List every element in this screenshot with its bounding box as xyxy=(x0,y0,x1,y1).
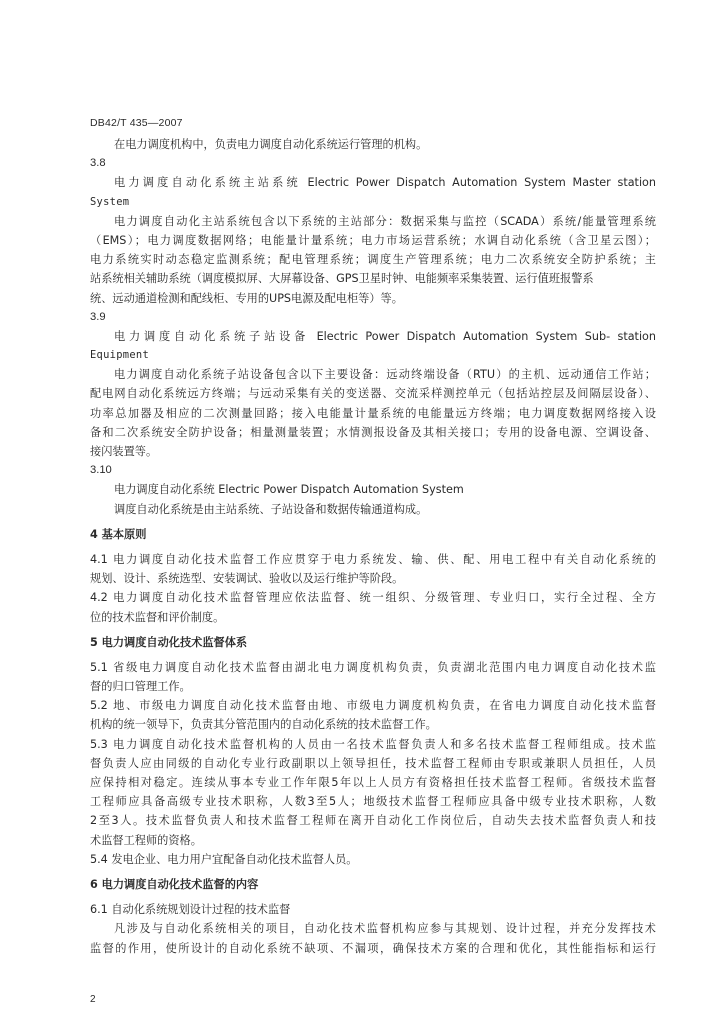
section-heading: 6 电力调度自动化技术监督的内容 xyxy=(90,877,259,891)
text-line: 5.4 发电企业、电力用户宜配备自动化技术监督人员。 xyxy=(90,852,358,866)
text-line: 5.1 省级电力调度自动化技术监督由湖北电力调度机构负责，负责湖北范围内电力调度自动化技术监 xyxy=(90,660,656,674)
text-line: System xyxy=(90,195,130,208)
text-line: 5.2 地、市级电力调度自动化技术监督由地、市级电力调度机构负责，在省电力调度自动化技术监督 xyxy=(90,699,656,713)
text-line: 调度自动化系统是由主站系统、子站设备和数据传输通道构成。 xyxy=(114,502,428,516)
text-line: 督负责人应由同级的自动化专业行政副职以上领导担任，技术监督工程师由专职或兼职人员担任，人员 xyxy=(90,756,656,770)
text-line: 规划、设计、系统选型、安装调试、验收以及运行维护等阶段。 xyxy=(90,572,404,586)
text-line: 配电网自动化系统远方终端；与远动采集有关的变送器、交流采样测控单元（包括站控层及间隔层设备）、 xyxy=(90,387,656,401)
text-line: 术监督工程师的资格。 xyxy=(90,833,202,847)
text-line: 电力调度自动化系统主站系统 Electric Power Dispatch Automation System Master station xyxy=(114,176,656,190)
text-line: 监督的作用，使所设计的自动化系统不缺项、不漏项，确保技术方案的合理和优化，其性能指标和运行 xyxy=(90,941,656,955)
text-line: 接闪装置等。 xyxy=(90,445,158,458)
clause-number: 3.9 xyxy=(90,310,106,323)
document-body xyxy=(90,135,656,958)
text-line: 凡涉及与自动化系统相关的项目，自动化技术监督机构应参与其规划、设计过程，并充分发挥技术 xyxy=(114,922,656,936)
text-line: 在电力调度机构中，负责电力调度自动化系统运行管理的机构。 xyxy=(114,138,428,151)
text-line: Equipment xyxy=(90,349,150,362)
text-line: 电力系统实时动态稳定监测系统；配电管理系统；调度生产管理系统；电力二次系统安全防护系统；主 xyxy=(90,253,656,267)
page-number: 2 xyxy=(90,994,96,1005)
section-heading: 4 基本原则 xyxy=(90,527,147,541)
text-line: 备和二次系统安全防护设备；相量测量装置；水情测报设备及其相关接口；专用的设备电源、空调设备、 xyxy=(90,425,656,439)
text-line: 5.3 电力调度自动化技术监督机构的人员由一名技术监督负责人和多名技术监督工程师组成。技术监 xyxy=(90,737,656,751)
text-line: 站系统相关辅助系统（调度模拟屏、大屏幕设备、GPS卫星时钟、电能频率采集装置、运行值班报警系 xyxy=(90,272,594,286)
text-line: 应保持相对稳定。连续从事本专业工作年限5年以上人员方有资格担任技术监督工程师。省级技术监督 xyxy=(90,776,656,789)
text-line: 督的归口管理工作。 xyxy=(90,680,191,694)
section-heading: 5 电力调度自动化技术监督体系 xyxy=(90,635,248,649)
text-line: 4.1 电力调度自动化技术监督工作应贯穿于电力系统发、输、供、配、用电工程中有关自动化系统的 xyxy=(90,552,656,566)
text-line: 6.1 自动化系统规划设计过程的技术监督 xyxy=(90,903,291,917)
text-line: 功率总加器及相应的二次测量回路；接入电能量计量系统的电能量远方终端；电力调度数据网络接入设 xyxy=(90,406,656,420)
clause-number: 3.8 xyxy=(90,157,106,170)
text-line: 工程师应具备高级专业技术职称，人数3至5人；地级技术监督工程师应具备中级专业技术职称，人数 xyxy=(90,795,656,809)
text-line: 电力调度自动化系统 Electric Power Dispatch Automation System xyxy=(114,483,464,497)
text-line: 电力调度自动化主站系统包含以下系统的主站部分：数据采集与监控（SCADA）系统/能量管理系统 xyxy=(114,214,656,228)
text-line: 电力调度自动化系统子站设备 Electric Power Dispatch Automation System Sub- station xyxy=(114,329,656,343)
text-line: 电力调度自动化系统子站设备包含以下主要设备：远动终端设备（RTU）的主机、远动通信工作站； xyxy=(114,368,656,382)
text-line: （EMS）；电力调度数据网络；电能量计量系统；电力市场运营系统；水调自动化系统（含卫星云图）； xyxy=(90,233,656,247)
text-line: 机构的统一领导下，负责其分管范围内的自动化系统的技术监督工作。 xyxy=(90,718,437,732)
text-line: 统、远动通道检测和配线柜、专用的UPS电源及配电柜等）等。 xyxy=(90,291,403,305)
document-header: DB42/T 435—2007 xyxy=(90,117,183,129)
text-line: 2至3人。技术监督负责人和技术监督工程师在离开自动化工作岗位后，自动失去技术监督负责人和技 xyxy=(90,814,656,828)
text-line: 4.2 电力调度自动化技术监督管理应依法监督、统一组织、分级管理、专业归口，实行全过程、全方 xyxy=(90,591,656,605)
text-line: 位的技术监督和评价制度。 xyxy=(90,610,225,624)
clause-number: 3.10 xyxy=(90,464,112,477)
